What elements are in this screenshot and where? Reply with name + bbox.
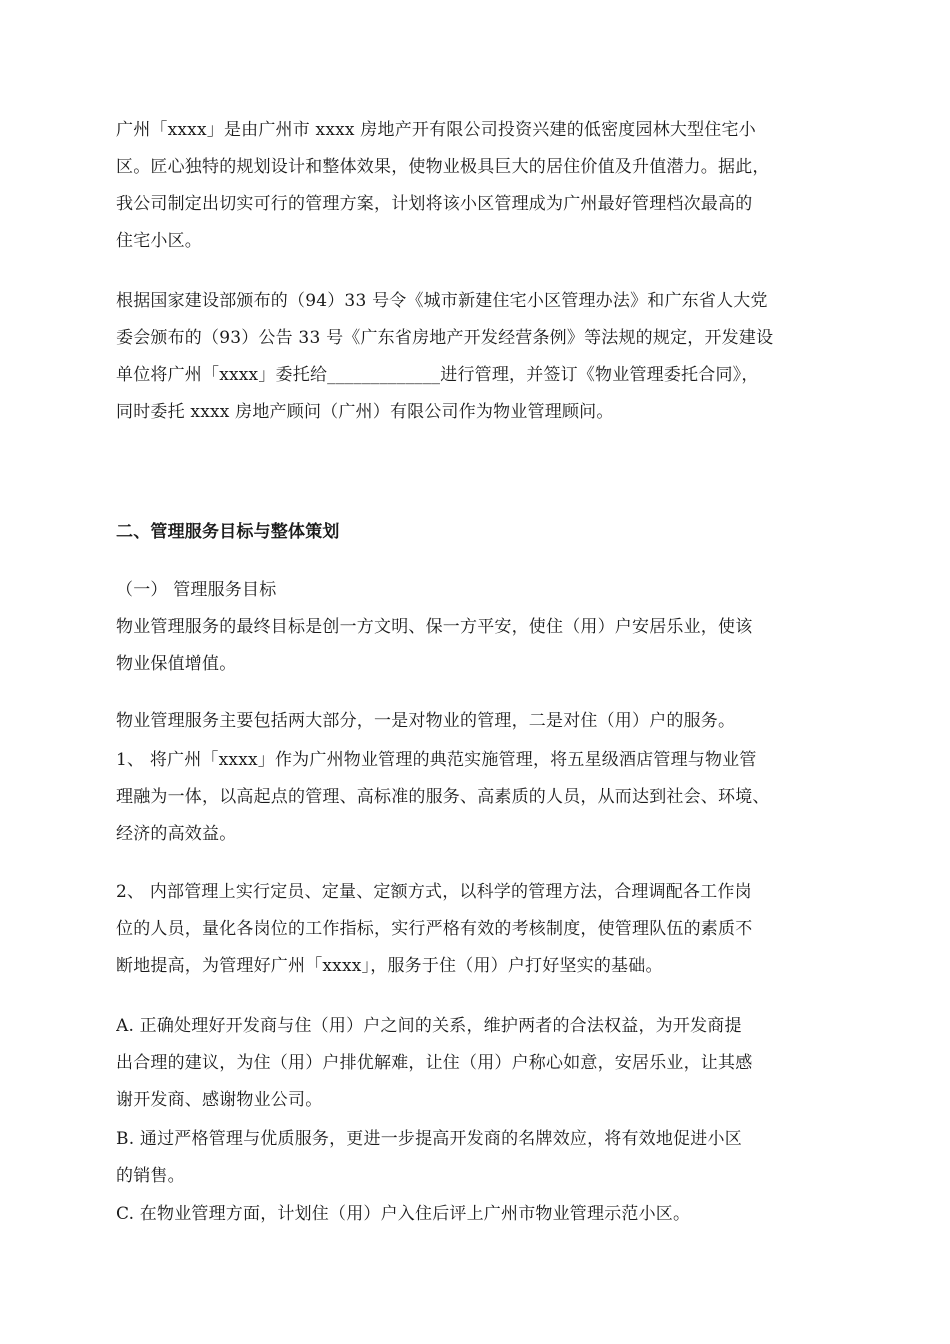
text-line: A. 正确处理好开发商与住（用）户之间的关系，维护两者的合法权益，为开发商提: [116, 1016, 742, 1036]
text-line: 物业管理服务的最终目标是创一方文明、保一方平安，使住（用）户安居乐业，使该: [116, 617, 753, 637]
text-line: 谢开发商、感谢物业公司。: [116, 1090, 323, 1110]
text-line: 单位将广州「xxxx」委托给_____________进行管理，并签订《物业管理委托合同》，: [116, 365, 759, 385]
text-line: 经济的高效益。: [116, 824, 237, 844]
text-line: 物业保值增值。: [116, 654, 237, 674]
text-line: 理融为一体，以高起点的管理、高标准的服务、高素质的人员，从而达到社会、环境、: [116, 787, 770, 807]
list-item-1: [116, 742, 836, 853]
text-line: 的销售。: [116, 1166, 185, 1186]
text-line: B. 通过严格管理与优质服务，更进一步提高开发商的名牌效应，将有效地促进小区: [116, 1129, 742, 1149]
section-title: 二、管理服务目标与整体策划: [116, 522, 340, 542]
goal-paragraph: [116, 609, 836, 683]
text-line: 住宅小区。: [116, 231, 202, 251]
text-line: 位的人员，量化各岗位的工作指标，实行严格有效的考核制度，使管理队伍的素质不: [116, 919, 753, 939]
subsection-heading: [116, 572, 836, 609]
section-heading: [116, 514, 836, 551]
text-line: 1、 将广州「xxxx」作为广州物业管理的典范实施管理，将五星级酒店管理与物业管: [116, 750, 757, 770]
intro-paragraph-2: [116, 283, 836, 431]
text-line: 区。匠心独特的规划设计和整体效果，使物业极具巨大的居住价值及升值潜力。据此，: [116, 157, 770, 177]
text-line: 2、 内部管理上实行定员、定量、定额方式，以科学的管理方法，合理调配各工作岗: [116, 882, 752, 902]
list-item-a: [116, 1008, 836, 1119]
list-item-2: [116, 874, 836, 985]
parts-paragraph: [116, 703, 836, 740]
text-line: 根据国家建设部颁布的（94）33 号令《城市新建住宅小区管理办法》和广东省人大党: [116, 291, 768, 311]
text-line: 广州「xxxx」是由广州市 xxxx 房地产开有限公司投资兴建的低密度园林大型住宅小: [116, 120, 756, 140]
list-item-b: [116, 1121, 836, 1195]
text-line: 我公司制定出切实可行的管理方案，计划将该小区管理成为广州最好管理档次最高的: [116, 194, 753, 214]
subsection-title: （一） 管理服务目标: [116, 580, 277, 600]
text-line: 同时委托 xxxx 房地产顾问（广州）有限公司作为物业管理顾问。: [116, 402, 614, 422]
intro-paragraph-1: [116, 112, 836, 260]
text-line: 断地提高，为管理好广州「xxxx」，服务于住（用）户打好坚实的基础。: [116, 956, 663, 976]
text-line: 出合理的建议，为住（用）户排优解难，让住（用）户称心如意，安居乐业，让其感: [116, 1053, 753, 1073]
list-item-c: [116, 1196, 836, 1233]
text-line: 物业管理服务主要包括两大部分，一是对物业的管理，二是对住（用）户的服务。: [116, 711, 736, 731]
text-line: 委会颁布的（93）公告 33 号《广东省房地产开发经营条例》等法规的规定，开发建设: [116, 328, 774, 348]
text-line: C. 在物业管理方面，计划住（用）户入住后评上广州市物业管理示范小区。: [116, 1204, 691, 1224]
